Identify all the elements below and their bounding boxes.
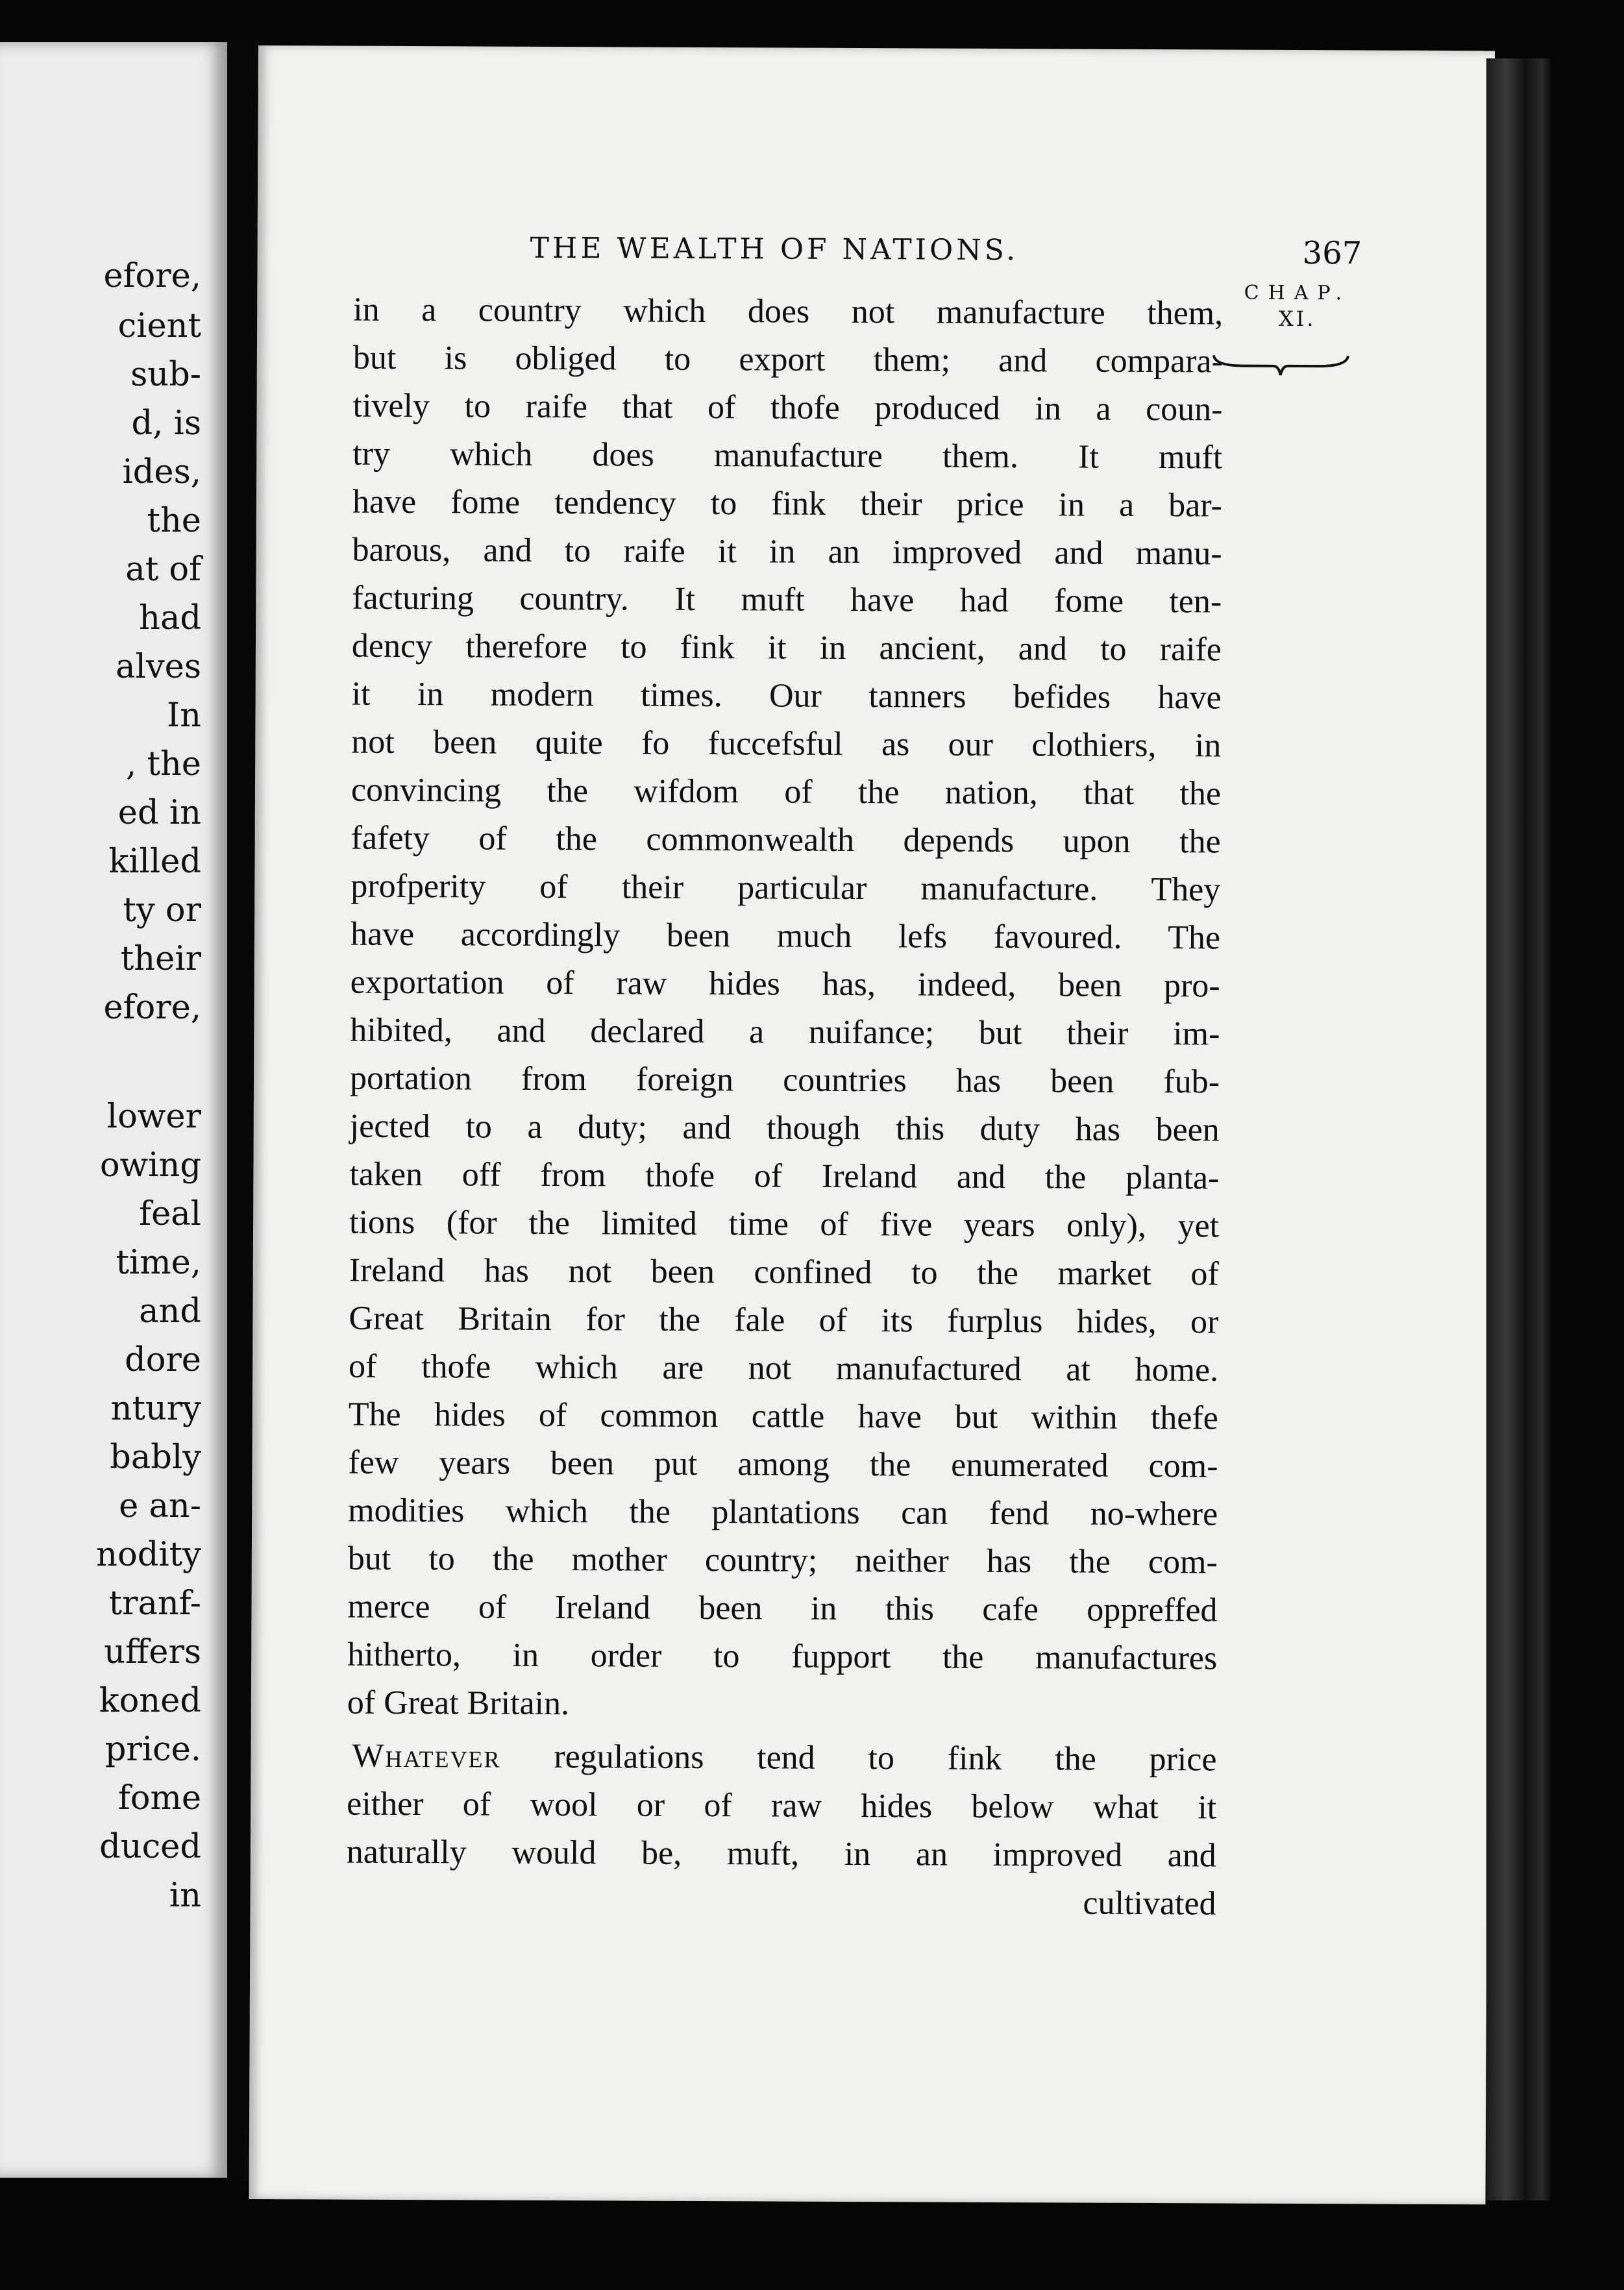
text-line: exportation of raw hides has, indeed, been pro- [350,963,1220,1005]
chapter-label: CHAP. [1244,281,1351,305]
text-line: jected to a duty; and though this duty has been [349,1107,1220,1149]
text-line: taken off from thofe of Ireland and the planta- [349,1155,1220,1197]
left-page-line: the [147,502,201,540]
text-line: facturing country. It muft have had fome ten- [352,579,1222,621]
left-page-line: alves [116,648,201,686]
left-page-line: koned [99,1682,201,1720]
text-line: fafety of the commonwealth depends upon the [351,819,1221,861]
text-line: merce of Ireland been in this cafe oppreffed [347,1588,1218,1629]
text-line: convincing the wifdom of the nation, that the [351,771,1222,813]
paragraph-lead-rest: regulations tend to fink the price [554,1738,1217,1779]
text-line: but is obliged to export them; and compara- [352,339,1224,380]
left-page-line: d, is [131,404,201,443]
left-page-line: duced [99,1828,201,1866]
body-text [346,286,1223,1928]
left-page-line: sub- [130,356,201,394]
text-line: hibited, and declared a nuifance; but their im- [350,1011,1220,1053]
left-page [0,42,227,2178]
text-line: Great Britain for the fale of its furplus hides, or [349,1299,1219,1341]
text-line: dency therefore to fink it in ancient, and to raife [351,627,1222,669]
text-line: modities which the plantations can fend no-where [348,1492,1218,1533]
left-page-line: e an- [119,1487,201,1525]
left-page-line: efore, [103,989,201,1027]
page-fore-edge [1486,58,1551,2200]
text-line: it in modern times. Our tanners befides have [351,675,1222,717]
left-page-line: had [139,599,201,637]
text-line: but to the mother country; neither has the com- [347,1540,1218,1581]
text-line: of Great Britain. [347,1684,570,1723]
left-page-line: at of [125,550,201,589]
brace-icon [1211,351,1351,378]
left-page-line: In [167,696,201,735]
text-line: hitherto, in order to fupport the manufactures [347,1636,1218,1677]
text-line: portation from foreign countries has been fub- [349,1059,1220,1101]
text-line: Ireland has not been confined to the market of [349,1251,1219,1293]
text-line: have fome tendency to fink their price in a bar- [352,483,1223,524]
text-line: naturally would be, muft, in an improved and [346,1833,1216,1875]
text-line: barous, and to raife it in an improved and manu- [352,531,1222,572]
text-line [347,1732,1216,1784]
text-line: tions (for the limited time of five years only), yet [349,1203,1220,1245]
paragraph [347,1780,1217,1880]
left-page-line: uffers [104,1633,201,1671]
left-page-line: time, [116,1244,201,1282]
left-page-line: , the [126,745,201,783]
left-page-line: ed in [117,794,201,832]
text-line: have accordingly been much lefs favoured. The [350,915,1221,957]
left-page-line: bably [110,1438,201,1477]
left-page-line: their [120,940,201,978]
text-line: in a country which does not manufacture them, [353,291,1224,332]
text-line: profperity of their particular manufacture. They [351,867,1221,909]
catchword: cultivated [1083,1884,1216,1923]
text-line: not been quite fo fuccefsful as our clothiers, in [351,723,1222,765]
chapter-number: XI. [1278,306,1316,332]
left-page-line: tranf- [108,1584,201,1623]
left-page-line: cient [117,307,201,345]
left-page-line: dore [125,1341,201,1379]
page-number: 367 [1302,235,1362,272]
text-line: either of wool or of raw hides below what it [347,1785,1217,1827]
text-line: few years been put among the enumerated com- [348,1444,1218,1485]
text-line: The hides of common cattle have but within thefe [348,1396,1218,1437]
running-head: THE WEALTH OF NATIONS. [530,231,1019,267]
paragraph [347,286,1224,1731]
left-page-line: lower [106,1098,201,1136]
left-page-line: and [139,1292,201,1331]
left-page-line: ty or [123,891,201,930]
left-page-line: feal [139,1195,201,1233]
left-page-line: efore, [103,257,201,295]
left-page-line: ntury [110,1390,201,1428]
left-page-line: in [169,1877,201,1915]
left-page-line: price. [105,1730,201,1769]
text-line: tively to raife that of thofe produced in a coun- [352,387,1223,428]
text-line: try which does manufacture them. It muft [352,435,1223,476]
left-page-line: owing [99,1146,201,1185]
left-page-line: fome [117,1779,201,1817]
left-page-line: killed [108,843,201,881]
main-page [249,45,1495,2204]
left-page-line: nodity [96,1536,201,1574]
paragraph-lead-word: Whatever [352,1737,501,1775]
left-page-line: ides, [122,453,201,491]
chapter-margin-note [1227,281,1367,332]
text-line: of thofe which are not manufactured at home. [348,1348,1219,1389]
